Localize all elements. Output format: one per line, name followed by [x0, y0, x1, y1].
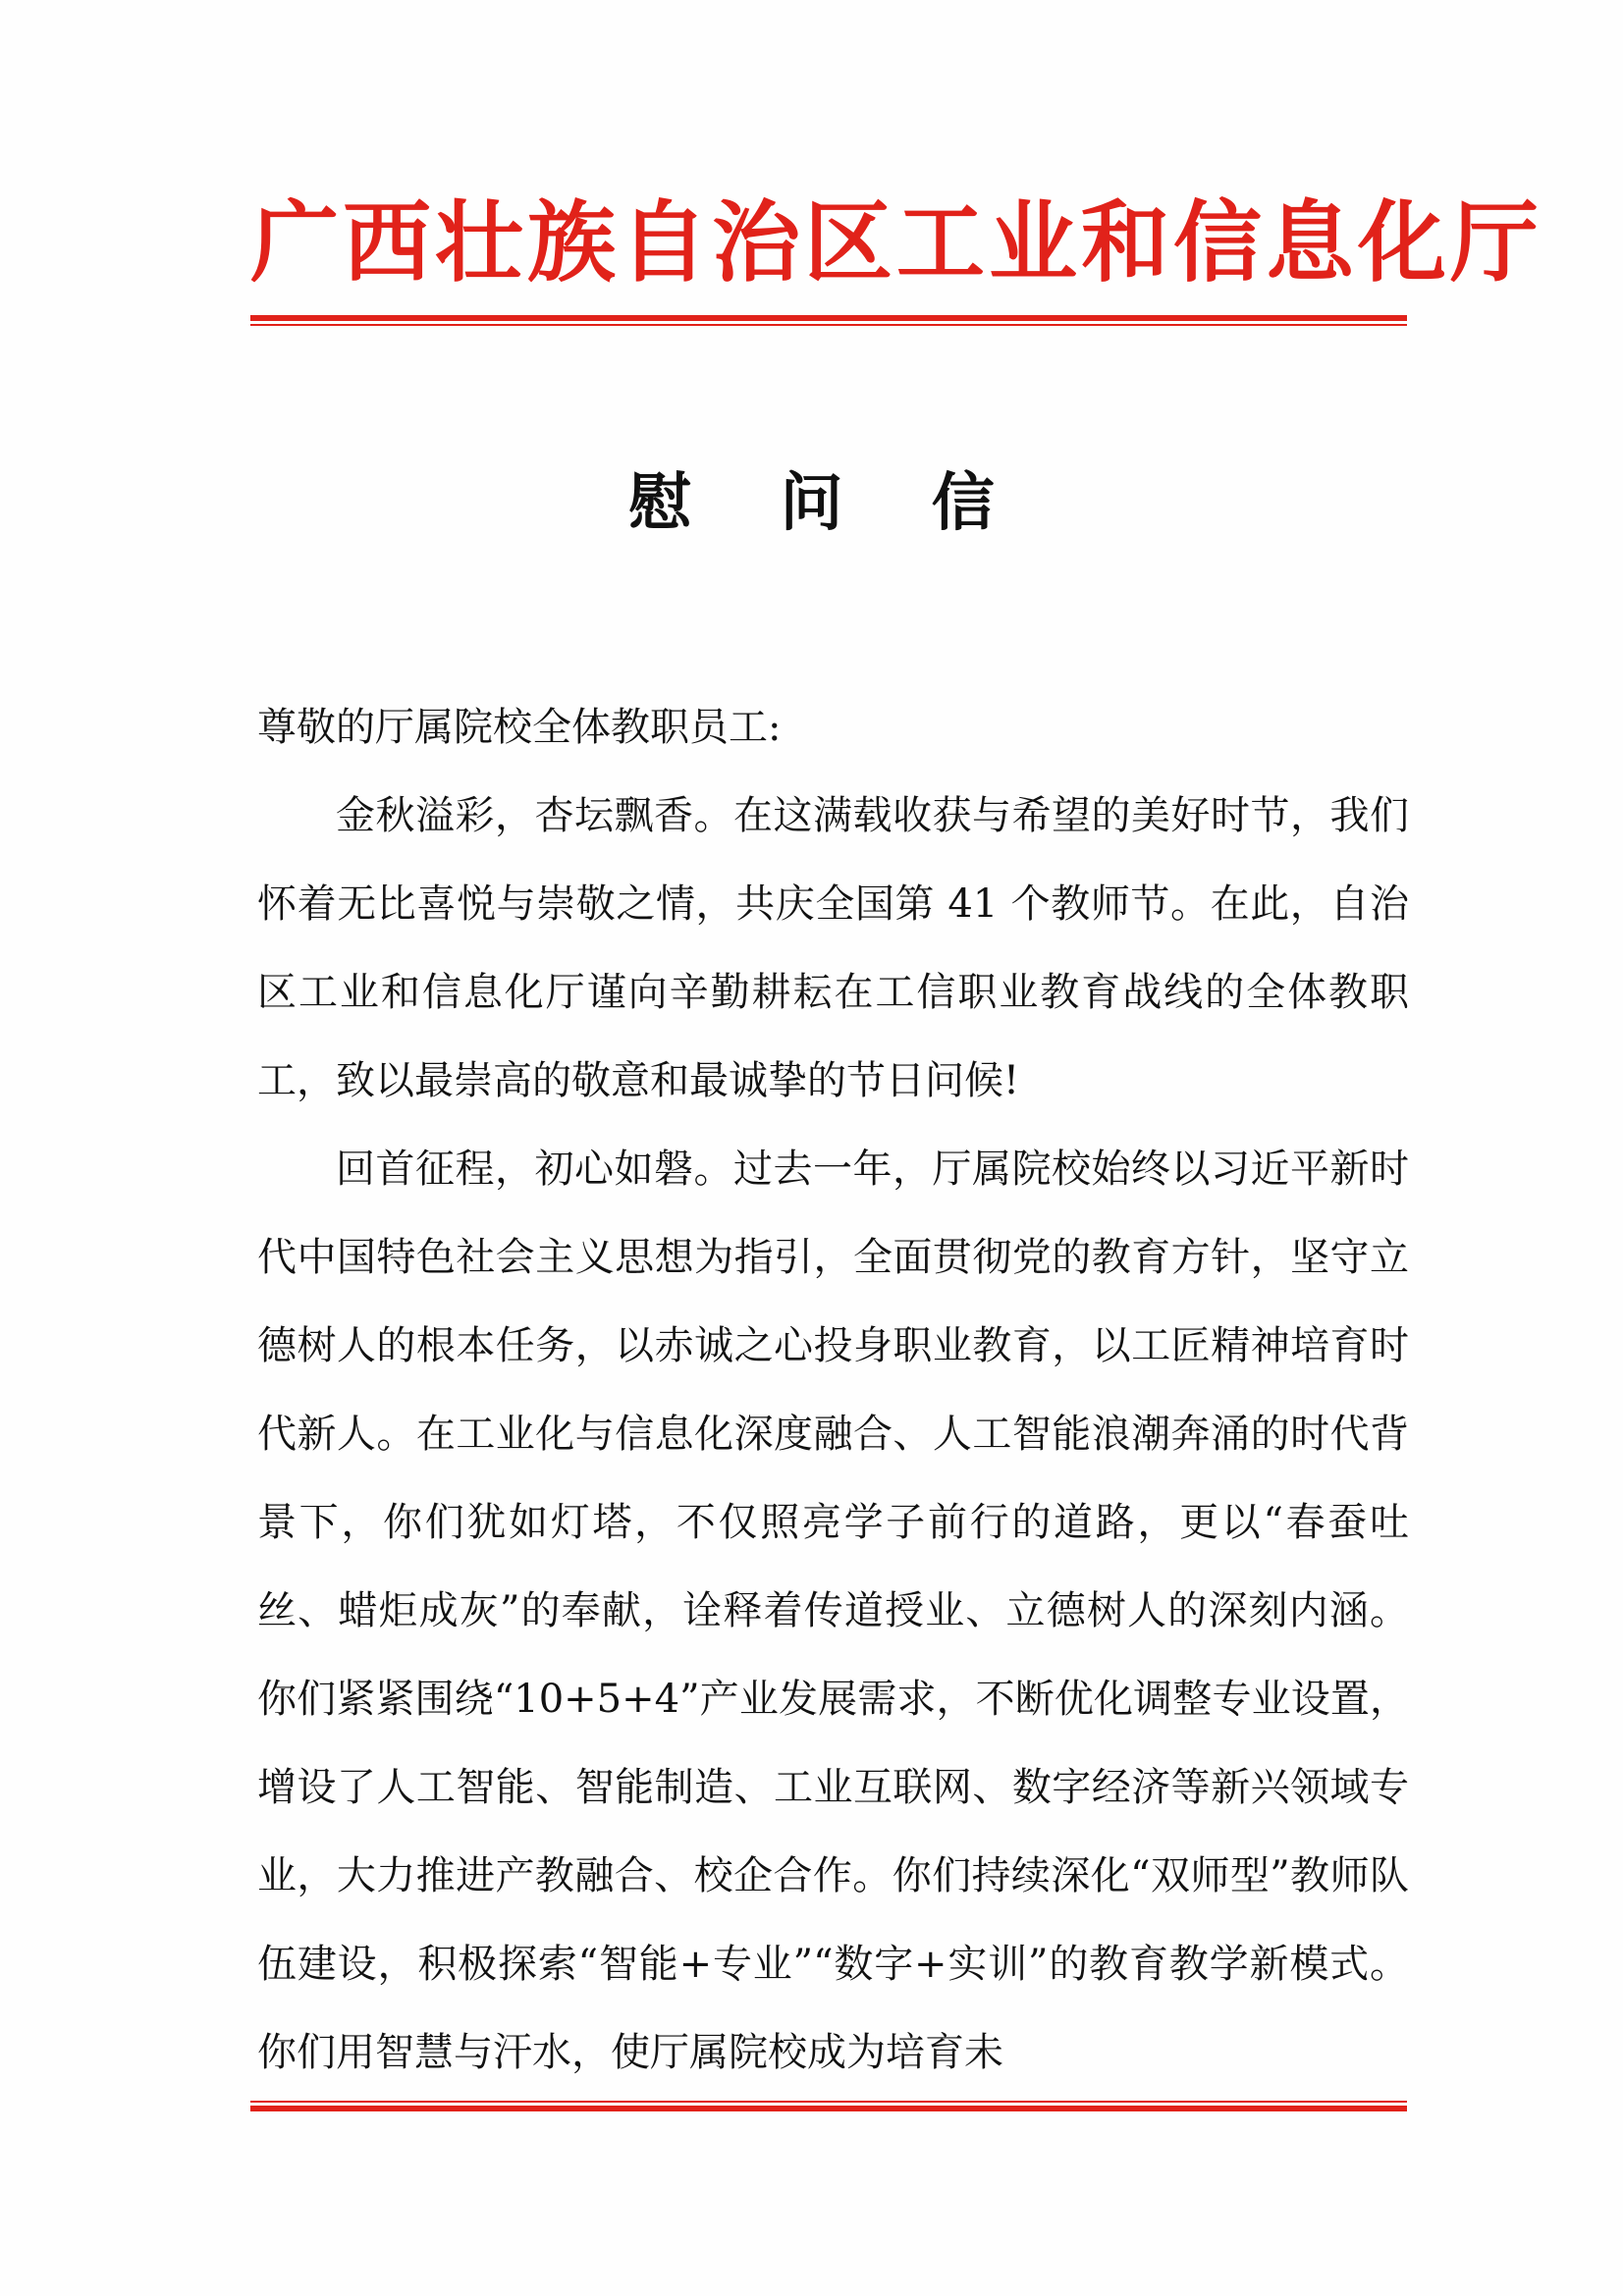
salutation: 尊敬的厅属院校全体教职员工:: [257, 705, 782, 750]
letterhead-organization-name: 广西壮族自治区工业和信息化厅: [250, 190, 1542, 294]
rule-thin-line: [250, 324, 1407, 326]
footer-red-rule: [250, 2101, 1407, 2111]
document-title: 慰 问 信: [628, 466, 1028, 540]
letter-body: [257, 683, 1409, 2097]
rule-thick-line: [250, 2106, 1407, 2111]
body-paragraph: 金秋溢彩，杏坛飘香。在这满载收获与希望的美好时节，我们怀着无比喜悦与崇敬之情，共庆全国第 41 个教师节。在此，自治区工业和信息化厅谨向辛勤耕耘在工信职业教育战线的全体教职工，致以最崇高的敬意和最诚挚的节日问候!: [257, 793, 1409, 1103]
letterhead-red-rule: [250, 315, 1407, 326]
body-paragraph: 回首征程，初心如磐。过去一年，厅属院校始终以习近平新时代中国特色社会主义思想为指引，全面贯彻党的教育方针，坚守立德树人的根本任务，以赤诚之心投身职业教育，以工匠精神培育时代新人。在工业化与信息化深度融合、人工智能浪潮奔涌的时代背景下，你们犹如灯塔，不仅照亮学子前行的道路，更以“春蚕吐丝、蜡炬成灰”的奉献，诠释着传道授业、立德树人的深刻内涵。你们紧紧围绕“10+5+4”产业发展需求，不断优化调整专业设置，增设了人工智能、智能制造、工业互联网、数字经济等新兴领域专业，大力推进产教融合、校企合作。你们持续深化“双师型”教师队伍建设，积极探索“智能+专业”“数字+实训”的教育教学新模式。你们用智慧与汗水，使厅属院校成为培育未: [257, 1147, 1409, 2075]
